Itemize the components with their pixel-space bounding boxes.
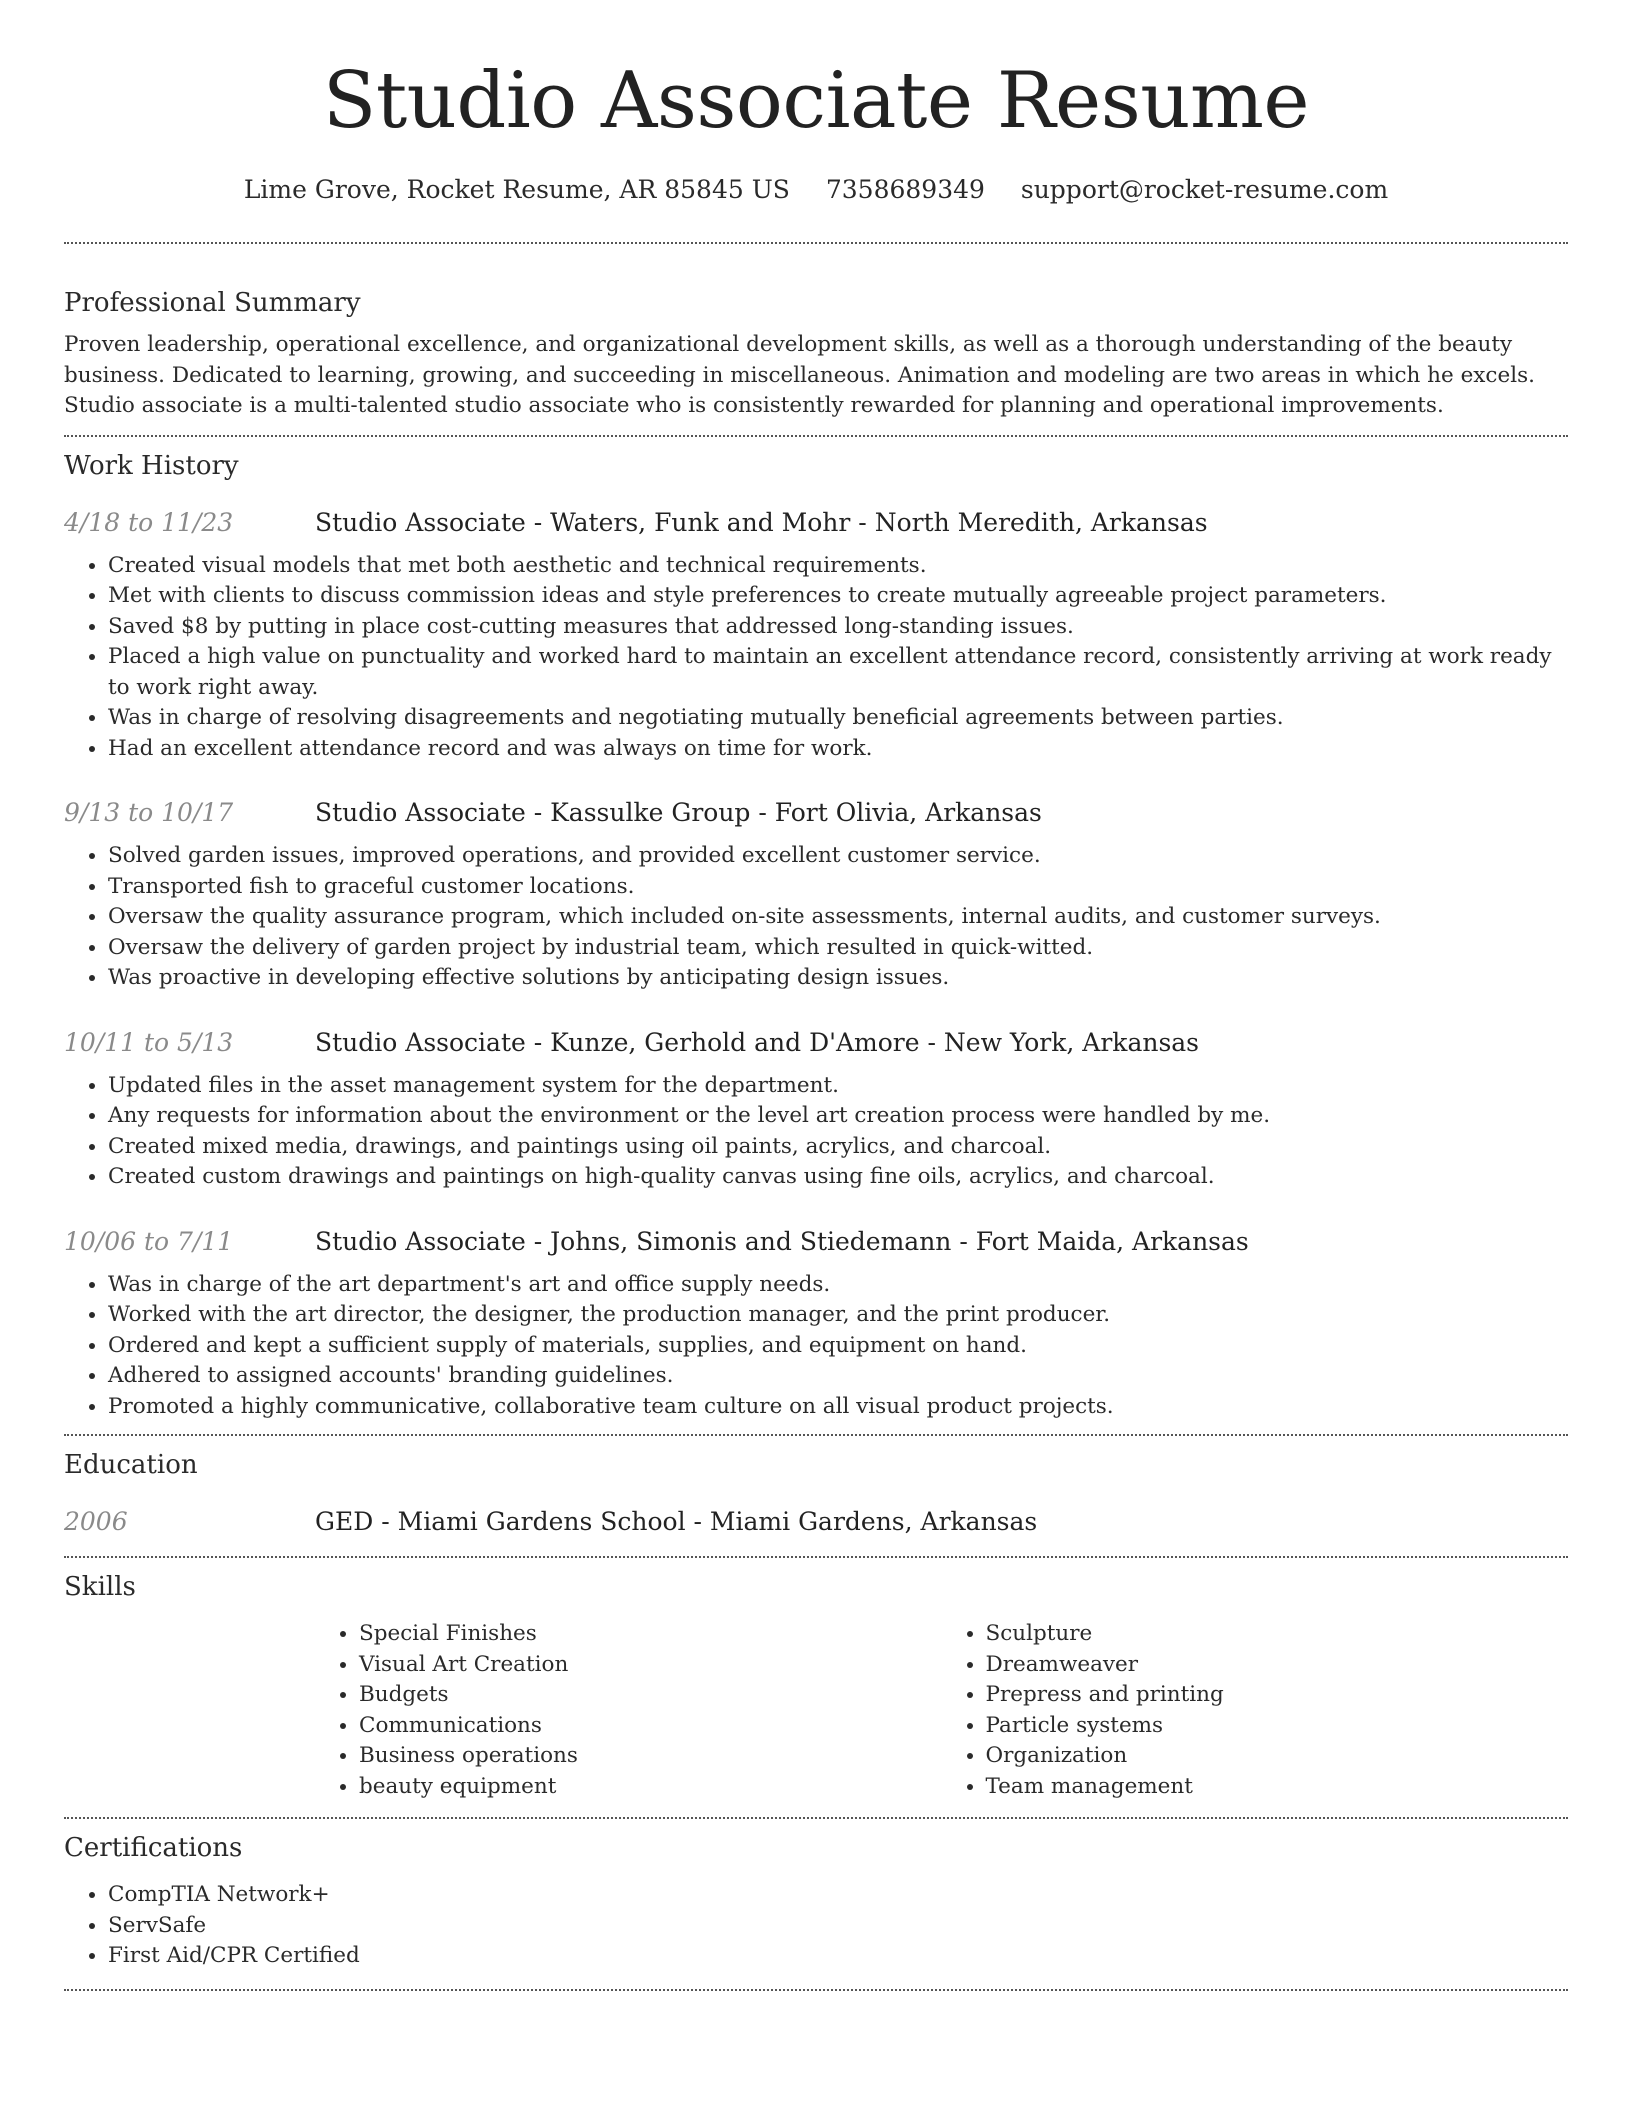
contact-email: support@rocket-resume.com (1020, 175, 1389, 204)
job-bullet: • Created mixed media, drawings, and paintings using oil paints, acrylics, and charcoal. (108, 1132, 1568, 1163)
job-header (64, 503, 1568, 543)
section-divider (64, 1817, 1568, 1819)
section-divider (64, 435, 1568, 437)
section-divider (64, 1556, 1568, 1558)
job-bullet: • Any requests for information about the environment or the level art creation process were handled by me. (108, 1101, 1568, 1132)
job-heading: Studio Associate - Waters, Funk and Mohr - North Meredith, Arkansas (315, 507, 1208, 537)
skill-item: • Team management (986, 1772, 1569, 1803)
skill-item: • Particle systems (986, 1711, 1569, 1742)
job-bullet: • Oversaw the quality assurance program, which included on-site assessments, internal audits, and customer surveys. (108, 902, 1568, 933)
job-bullet: • Had an excellent attendance record and was always on time for work. (108, 734, 1568, 765)
skill-item: • Organization (986, 1741, 1569, 1772)
skill-item: • Communications (359, 1711, 942, 1742)
contact-phone: 7358689349 (825, 175, 985, 204)
job-bullet: • Ordered and kept a sufficient supply of materials, supplies, and equipment on hand. (108, 1331, 1568, 1362)
certification-item: • First Aid/CPR Certified (108, 1941, 1568, 1972)
job-heading: Studio Associate - Kassulke Group - Fort Olivia, Arkansas (315, 798, 1042, 827)
job-bullet: • Was proactive in developing effective solutions by anticipating design issues. (108, 963, 1568, 994)
job-bullet: • Adhered to assigned accounts' branding guidelines. (108, 1361, 1568, 1392)
section-divider (64, 242, 1568, 244)
resume-header (64, 0, 1568, 208)
section-divider (64, 1989, 1568, 1991)
work-history-title: Work History (64, 450, 239, 481)
job-entry (64, 503, 1568, 765)
job-date: 4/18 to 11/23 (64, 507, 234, 537)
contact-address: Lime Grove, Rocket Resume, AR 85845 US (243, 175, 790, 204)
certifications-list (64, 1880, 1568, 1972)
job-bullet: • Oversaw the delivery of garden project by industrial team, which resulted in quick-witted. (108, 933, 1568, 964)
certification-item: • CompTIA Network+ (108, 1880, 1568, 1911)
resume-page (64, 0, 1568, 1991)
job-bullet: • Was in charge of resolving disagreements and negotiating mutually beneficial agreements between parties. (108, 703, 1568, 734)
job-bullet: • Solved garden issues, improved operations, and provided excellent customer service. (108, 841, 1568, 872)
certifications-section (64, 1831, 1568, 1972)
job-bullet: • Transported fish to graceful customer locations. (108, 872, 1568, 903)
job-header (64, 1222, 1568, 1262)
skill-item: • Special Finishes (359, 1619, 942, 1650)
skill-item: • Sculpture (986, 1619, 1569, 1650)
summary-title: Professional Summary (64, 288, 361, 318)
job-heading: Studio Associate - Kunze, Gerhold and D'Amore - New York, Arkansas (315, 1027, 1200, 1057)
education-title: Education (64, 1450, 198, 1480)
job-entry (64, 1023, 1568, 1193)
job-bullets (64, 1270, 1568, 1423)
job-header (64, 793, 1568, 833)
skills-title: Skills (64, 1572, 136, 1602)
summary-section (64, 286, 1568, 422)
job-header (64, 1023, 1568, 1063)
certification-item: • ServSafe (108, 1911, 1568, 1942)
section-divider (64, 1434, 1568, 1436)
skill-item: • Visual Art Creation (359, 1650, 942, 1681)
skills-list-right (942, 1619, 1569, 1802)
job-entry (64, 1222, 1568, 1423)
skill-item: • beauty equipment (359, 1772, 942, 1803)
job-bullet: • Placed a high value on punctuality and worked hard to maintain an excellent attendance record, consistently arriving at work ready to work right away. (108, 642, 1568, 703)
job-date: 10/06 to 7/11 (64, 1226, 234, 1256)
work-history-section (64, 449, 1568, 1423)
job-date: 9/13 to 10/17 (64, 798, 234, 827)
job-bullet: • Updated files in the asset management system for the department. (108, 1071, 1568, 1102)
certifications-title: Certifications (64, 1833, 243, 1863)
job-bullet: • Was in charge of the art department's art and office supply needs. (108, 1270, 1568, 1301)
job-bullets (64, 1071, 1568, 1193)
skill-item: • Dreamweaver (986, 1650, 1569, 1681)
skill-item: • Prepress and printing (986, 1680, 1569, 1711)
job-bullet: • Worked with the art director, the designer, the production manager, and the print producer. (108, 1300, 1568, 1331)
job-bullet: • Created visual models that met both aesthetic and technical requirements. (108, 551, 1568, 582)
skills-grid (315, 1619, 1568, 1802)
job-bullet: • Promoted a highly communicative, collaborative team culture on all visual product projects. (108, 1392, 1568, 1423)
job-bullets (64, 841, 1568, 994)
education-entry (64, 1502, 1568, 1542)
summary-text: Proven leadership, operational excellence, and organizational development skills, as well as a thorough understanding of the beauty business. Dedicated to learning, growing, and succeeding in miscellaneous. Animation and modeling are two areas in which he excels. Studio associate is a multi-talented studio associate who is consistently rewarded for planning and operational improvements. (64, 332, 1535, 418)
job-bullet: • Created custom drawings and paintings on high-quality canvas using fine oils, acrylics, and charcoal. (108, 1162, 1568, 1193)
job-bullet: • Saved $8 by putting in place cost-cutting measures that addressed long-standing issues. (108, 612, 1568, 643)
skill-item: • Budgets (359, 1680, 942, 1711)
contact-line (64, 172, 1568, 208)
resume-title: Studio Associate Resume (322, 56, 1310, 146)
job-bullets (64, 551, 1568, 765)
job-date: 10/11 to 5/13 (64, 1027, 234, 1057)
job-heading: Studio Associate - Johns, Simonis and Stiedemann - Fort Maida, Arkansas (315, 1226, 1249, 1256)
job-entry (64, 793, 1568, 994)
job-bullet: • Met with clients to discuss commission ideas and style preferences to create mutually agreeable project parameters. (108, 581, 1568, 612)
skill-item: • Business operations (359, 1741, 942, 1772)
education-heading: GED - Miami Gardens School - Miami Gardens, Arkansas (315, 1507, 1038, 1536)
skills-list-left (315, 1619, 942, 1802)
education-date: 2006 (64, 1507, 128, 1536)
skills-section (64, 1570, 1568, 1802)
education-section (64, 1448, 1568, 1542)
